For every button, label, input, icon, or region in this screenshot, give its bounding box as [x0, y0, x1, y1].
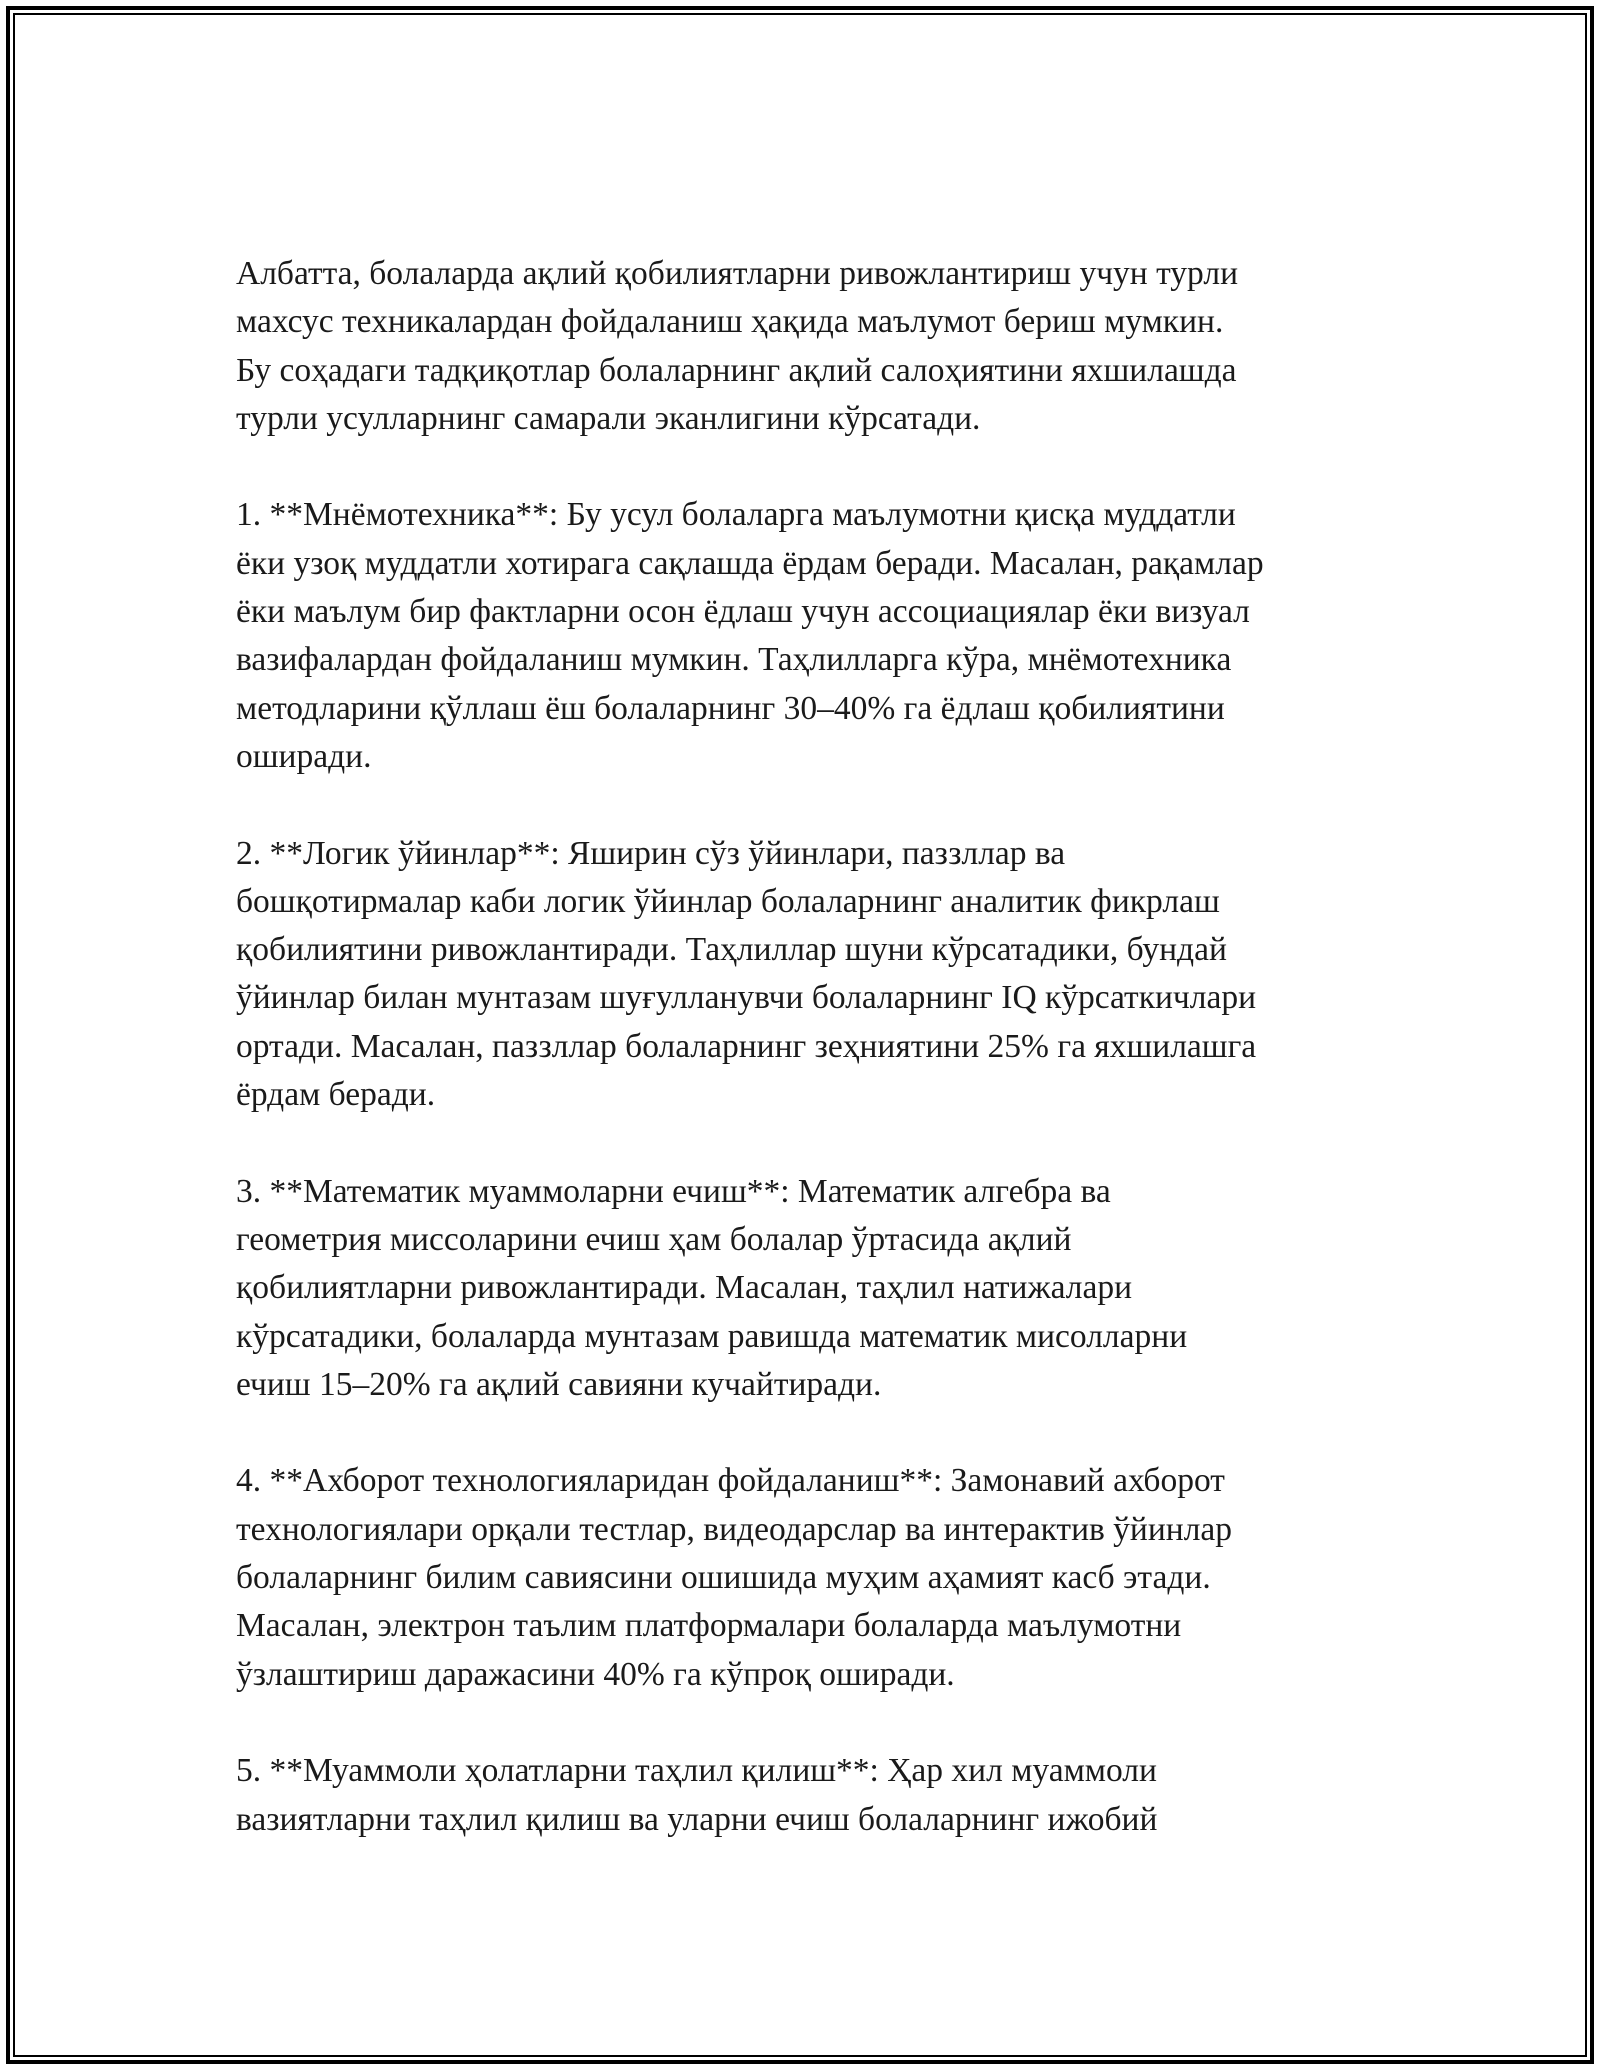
text-line: Албатта, болаларда ақлий қобилиятларни ривожлантириш учун турли — [236, 255, 1239, 292]
text-line: геометрия миссоларини ечиш ҳам болалар ўртасида ақлий — [236, 1220, 1072, 1258]
text-line: ортади. Масалан, паззллар болаларнинг зеҳниятини 25% га яхшилашга — [236, 1027, 1257, 1065]
text-line: технологиялари орқали тестлар, видеодарслар ва интерактив ўйинлар — [236, 1510, 1233, 1548]
text-line: 2. **Логик ўйинлар**: Яширин сўз ўйинлари, паззллар ва — [236, 834, 1066, 872]
text-line: бошқотирмалар каби логик ўйинлар болаларнинг аналитик фикрлаш — [236, 882, 1220, 920]
text-line: 3. **Математик муаммоларни ечиш**: Математик алгебра ва — [236, 1172, 1111, 1210]
text-line: оширади. — [236, 737, 372, 775]
text-line: кўрсатадики, болаларда мунтазам равишда математик мисолларни — [236, 1317, 1188, 1355]
text-line: махсус техникалардан фойдаланиш ҳақида маълумот бериш мумкин. — [236, 303, 1224, 341]
text-line: ёки маълум бир фактларни осон ёдлаш учун ассоциациялар ёки визуал — [236, 593, 1250, 631]
text-line: 1. **Мнёмотехника**: Бу усул болаларга маълумотни қисқа муддатли — [236, 496, 1236, 534]
text-line: қобилиятини ривожлантиради. Таҳлиллар шуни кўрсатадики, бундай — [236, 931, 1227, 969]
text-line: ўйинлар билан мунтазам шуғулланувчи болаларнинг IQ кўрсаткичлари — [236, 979, 1257, 1017]
text-line: қобилиятларни ривожлантиради. Масалан, таҳлил натижалари — [236, 1269, 1133, 1307]
text-line: вазифалардан фойдаланиш мумкин. Таҳлилларга кўра, мнёмотехника — [236, 641, 1232, 679]
text-line: ўзлаштириш даражасини 40% га кўпроқ оширади. — [236, 1655, 955, 1693]
text-line: Масалан, электрон таълим платформалари болаларда маълумотни — [236, 1607, 1182, 1645]
text-line: болаларнинг билим савиясини ошишида муҳим аҳамият касб этади. — [236, 1559, 1211, 1597]
text-line: ёрдам беради. — [236, 1076, 436, 1114]
text-line: методларини қўллаш ёш болаларнинг 30–40% га ёдлаш қобилиятини — [236, 689, 1225, 727]
text-line: турли усулларнинг самарали эканлигини кўрсатади. — [236, 399, 981, 437]
intro-paragraph — [236, 250, 1376, 443]
text-line: вазиятларни таҳлил қилиш ва уларни ечиш болаларнинг ижобий — [236, 1800, 1158, 1838]
list-item-problem-analysis — [236, 1747, 1376, 1844]
text-line: Бу соҳадаги тадқиқотлар болаларнинг ақлий салоҳиятини яхшилашда — [236, 351, 1237, 389]
text-line: ёки узоқ муддатли хотирага сақлашда ёрдам беради. Масалан, рақамлар — [236, 544, 1264, 582]
list-item-mnemonics — [236, 491, 1376, 781]
text-line: ечиш 15–20% га ақлий савияни кучайтиради. — [236, 1365, 882, 1403]
list-item-logic-games — [236, 830, 1376, 1120]
text-line: 5. **Муаммоли ҳолатларни таҳлил қилиш**: Ҳар хил муаммоли — [236, 1752, 1157, 1790]
list-item-math-problems — [236, 1168, 1376, 1409]
text-line: 4. **Ахборот технологияларидан фойдаланиш**: Замонавий ахборот — [236, 1462, 1225, 1500]
document-body — [236, 250, 1376, 1892]
list-item-info-technology — [236, 1457, 1376, 1698]
